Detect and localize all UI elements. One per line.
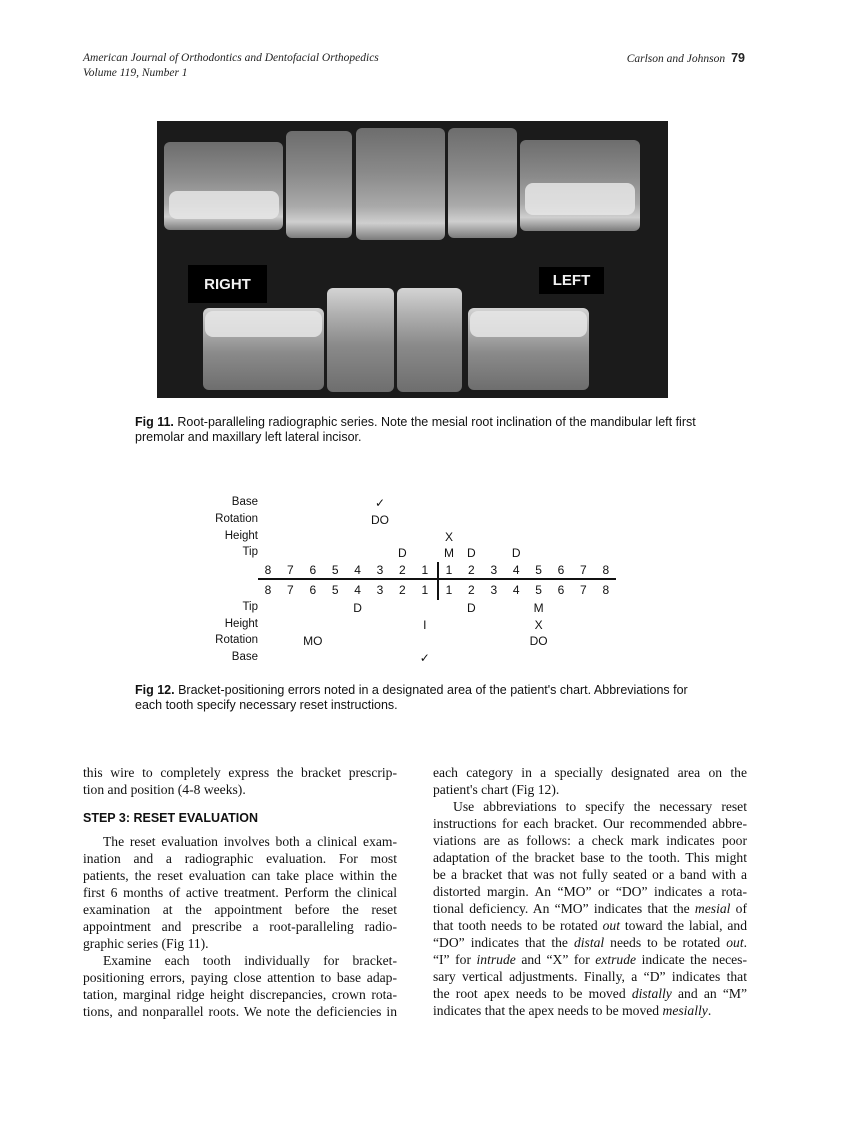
upper-tooth-number-left: 1 [445,563,453,577]
text: adaptation of the bracket base to the tooth. This might [433,850,747,865]
figure-11-text: Root-paralleling radiographic series. Note the mesial root inclination of the mandibular left first premolar and maxillary left lateral incisor. [135,415,696,444]
text-line [433,815,747,832]
text: instructions for each bracket. Our recommended abbre- [433,816,747,831]
upper-tooth-number-right: 8 [264,563,272,577]
upper-mark: DO [371,513,389,527]
lower-tooth-number-left: 7 [580,583,587,597]
text-line: this wire to completely express the bracket prescrip- [83,765,397,780]
text: sary vertical adjustments. Finally, a “D” indicates that [433,969,747,984]
upper-mark: X [444,530,453,544]
right-label: RIGHT [188,265,267,303]
italic-text: mesially [662,1003,708,1018]
text-line [433,900,747,917]
text-line: The reset evaluation involves both a clinical exam- [103,834,397,849]
lower-tooth-number-right: 2 [399,583,406,597]
lower-mark: M [533,601,544,615]
upper-tooth-number-left: 4 [512,563,520,577]
upper-mark: D [398,546,407,560]
text-line [433,849,747,866]
text-line: tation, marginal ridge height discrepancies, crown rota- [83,987,397,1002]
upper-tooth-number-right: 1 [421,563,429,577]
text: indicates that the apex needs to be moved [433,1003,663,1018]
italic-text: out [726,935,744,950]
figure-12-label: Fig 12. [135,683,175,697]
text-line [433,798,747,815]
lower-mark: D [353,601,362,615]
upper-tooth-number-left: 7 [580,563,587,577]
text-line: tion and position (4-8 weeks). [83,782,246,797]
text: the root apex needs to be moved [433,986,632,1001]
left-column [83,764,397,1020]
upper-tooth-number-left: 6 [557,563,565,577]
row-label-lower-height: Height [224,618,258,630]
text: viations are as follows: a check mark indicates poor [433,833,747,848]
upper-tooth-number-right: 4 [354,563,361,577]
text: tional deficiency. An “MO” indicates that the [433,901,695,916]
lower-tooth-number-right: 8 [264,583,272,597]
italic-text: distal [573,935,605,950]
authors: Carlson and Johnson [626,53,726,65]
text: Use abbreviations to specify the necessary reset [453,799,747,814]
lower-tooth-number-left: 5 [535,583,542,597]
row-label-upper-tip: Tip [242,546,258,558]
lower-tooth-number-left: 3 [490,583,498,597]
text: “I” for [433,952,477,967]
lower-tooth-number-right: 6 [309,583,317,597]
upper-tooth-number-left: 5 [535,563,542,577]
text-line [433,968,747,985]
lower-mark: MO [303,634,323,648]
text-line: patient's chart (Fig 12). [433,782,560,797]
text-line [433,985,747,1002]
upper-tooth-number-right: 5 [331,563,339,577]
text-line: first 6 months of active treatment. Perform the clinical [83,885,397,900]
lower-mark: DO [529,634,548,648]
upper-mark: D [511,546,521,560]
text-line: positioning errors, paying close attention to base adap- [83,970,397,985]
text: . [707,1003,712,1018]
page-number: 79 [731,51,745,65]
upper-tooth-number-left: 8 [602,563,610,577]
lower-tooth-number-right: 5 [331,583,339,597]
upper-tooth-number-right: 6 [309,563,317,577]
lower-tooth-number-left: 1 [445,583,453,597]
text: . [743,935,748,950]
upper-tooth-number-left: 3 [490,563,498,577]
text: of [730,901,747,916]
italic-text: distally [631,986,672,1001]
text: toward the labial, and [619,918,747,933]
upper-mark: M [444,546,454,560]
row-label-lower-rotation: Rotation [215,634,258,646]
text-line: patients, the reset evaluation can take place within the [83,868,397,883]
text: and an “M” [671,986,748,1001]
lower-tooth-number-left: 2 [468,583,475,597]
text: be a bracket that was not fully seated or a band with a [433,867,747,882]
text-line [433,832,747,849]
figure-12-text: Bracket-positioning errors noted in a designated area of the patient's chart. Abbreviations for each tooth specify necessary reset instructions. [135,683,688,712]
lower-mark: X [534,618,543,632]
text: and “X” for [515,952,596,967]
lower-tooth-number-right: 3 [376,583,384,597]
right-column [433,764,747,1019]
text: that tooth needs to be rotated [433,918,603,933]
row-label-upper-height: Height [224,530,258,542]
upper-tooth-number-left: 2 [468,563,475,577]
italic-text: intrude [476,952,516,967]
lower-mark: I [423,618,427,632]
text-line [433,951,747,968]
row-label-lower-tip: Tip [242,601,258,613]
text-line: ination and a radiographic evaluation. For most [83,851,397,866]
text: “DO” indicates that the [433,935,574,950]
italic-text: extrude [595,952,637,967]
text-line: each category in a specially designated area on the [433,765,747,780]
text-line: tions, and nonparallel roots. We note the deficiencies in [83,1004,397,1019]
section-heading: STEP 3: RESET EVALUATION [83,811,259,825]
lower-tooth-number-left: 8 [602,583,610,597]
left-label: LEFT [539,267,604,294]
text-line [433,934,747,951]
figure-12-caption [135,683,715,713]
text-line: graphic series (Fig 11). [83,936,209,951]
lower-tooth-number-right: 1 [421,583,429,597]
journal-volume: Volume 119, Number 1 [83,67,188,79]
text: needs to be rotated [604,935,727,950]
upper-tooth-number-right: 7 [287,563,294,577]
text-line [433,917,747,934]
text: indicate the neces- [636,952,747,967]
upper-tooth-number-right: 2 [399,563,406,577]
row-label-upper-base: Base [231,496,258,508]
lower-tooth-number-left: 6 [557,583,565,597]
lower-tooth-number-right: 7 [287,583,294,597]
journal-title: American Journal of Orthodontics and Dentofacial Orthopedics [83,52,379,64]
upper-tooth-number-right: 3 [376,563,384,577]
text-line: Examine each tooth individually for bracket- [103,953,397,968]
italic-text: mesial [694,901,731,916]
lower-tooth-number-left: 4 [512,583,520,597]
lower-mark: ✓ [419,651,430,665]
text-line: examination at the appointment before the reset [83,902,397,917]
upper-mark: D [467,546,476,560]
upper-mark: ✓ [374,496,386,510]
text-line [433,1002,747,1019]
row-label-lower-base: Base [231,651,258,663]
text: distorted margin. An “MO” or “DO” indicates a rota- [433,884,747,899]
italic-text: out [602,918,620,933]
figure-11-label: Fig 11. [135,415,174,429]
text-line: appointment and prescribe a root-paralleling radio- [83,919,397,934]
lower-tooth-number-right: 4 [354,583,361,597]
row-label-upper-rotation: Rotation [215,513,258,525]
text-line [433,866,747,883]
text-line [433,883,747,900]
lower-mark: D [467,601,476,615]
